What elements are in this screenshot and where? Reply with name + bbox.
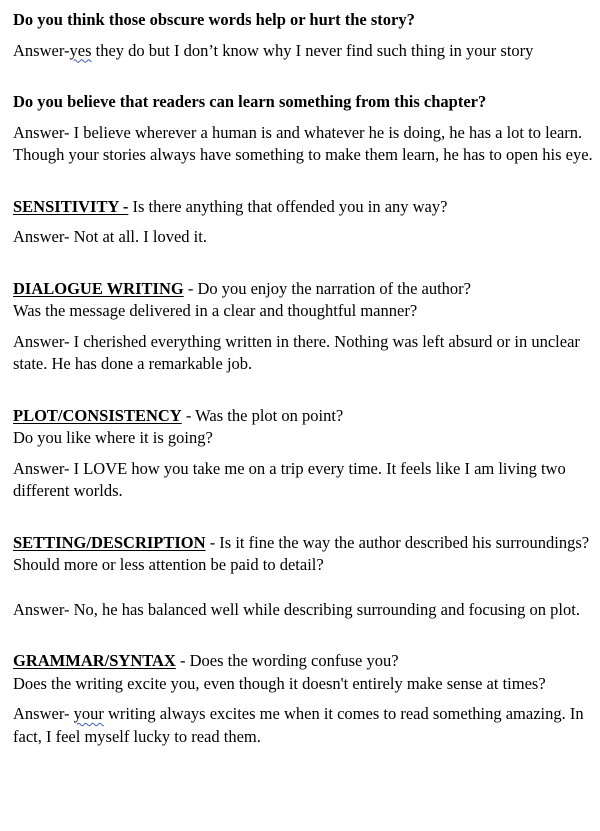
section-label-plot: PLOT/CONSISTENCY	[13, 405, 182, 425]
question-grammar	[13, 650, 593, 673]
section-label-grammar: GRAMMAR/SYNTAX	[13, 651, 176, 670]
spellcheck-word: your	[73, 704, 104, 723]
question-text: - Does the wording confuse you?	[175, 651, 399, 670]
question-plot	[13, 405, 593, 428]
question-text: - Do you enjoy the narration of the author?	[183, 278, 471, 298]
answer-grammar	[13, 703, 593, 748]
spellcheck-word: yes	[69, 40, 92, 60]
answer-plot: Answer- I LOVE how you take me on a trip every time. It feels like I am living two different worlds.	[13, 458, 566, 500]
question-dialogue-writing-2: Was the message delivered in a clear and thoughtful manner?	[13, 301, 418, 320]
section-label-setting: SETTING/DESCRIPTION	[13, 532, 206, 552]
answer-prefix: Answer-	[13, 40, 70, 60]
section-label-sensitivity: SENSITIVITY -	[13, 196, 129, 216]
answer-setting: Answer- No, he has balanced well while describing surrounding and focusing on plot.	[13, 599, 580, 619]
question-plot-2: Do you like where it is going?	[13, 428, 213, 447]
question-sensitivity	[13, 196, 593, 219]
question-grammar-2: Does the writing excite you, even though it doesn't entirely make sense at times?	[13, 673, 546, 693]
question-setting	[13, 532, 593, 577]
question-text: - Is it fine the way the author described his surroundings? Should more or less attention be paid to detail?	[13, 532, 590, 574]
answer-sensitivity: Answer- Not at all. I loved it.	[13, 227, 207, 246]
question-readers-learn: Do you believe that readers can learn something from this chapter?	[13, 92, 487, 111]
document-page	[13, 9, 593, 748]
answer-dialogue-writing: Answer- I cherished everything written in there. Nothing was left absurd or in unclear state. He has done a remarkable job.	[13, 331, 580, 373]
question-obscure-words: Do you think those obscure words help or hurt the story?	[13, 10, 415, 29]
answer-obscure-words	[13, 40, 593, 63]
answer-prefix: Answer-	[13, 704, 74, 723]
answer-text: writing always excites me when it comes to read something amazing. In fact, I feel myself lucky to read them.	[13, 704, 584, 746]
answer-text: they do but I don’t know why I never find such thing in your story	[91, 40, 534, 60]
question-text: Is there anything that offended you in any way?	[128, 196, 448, 216]
question-dialogue-writing	[13, 278, 593, 301]
section-label-dialogue-writing: DIALOGUE WRITING	[13, 278, 184, 298]
question-text: - Was the plot on point?	[181, 405, 344, 425]
answer-readers-learn: Answer- I believe wherever a human is and whatever he is doing, he has a lot to learn. Though your stories always have something to make them learn, he has to open his eye.	[13, 122, 593, 164]
